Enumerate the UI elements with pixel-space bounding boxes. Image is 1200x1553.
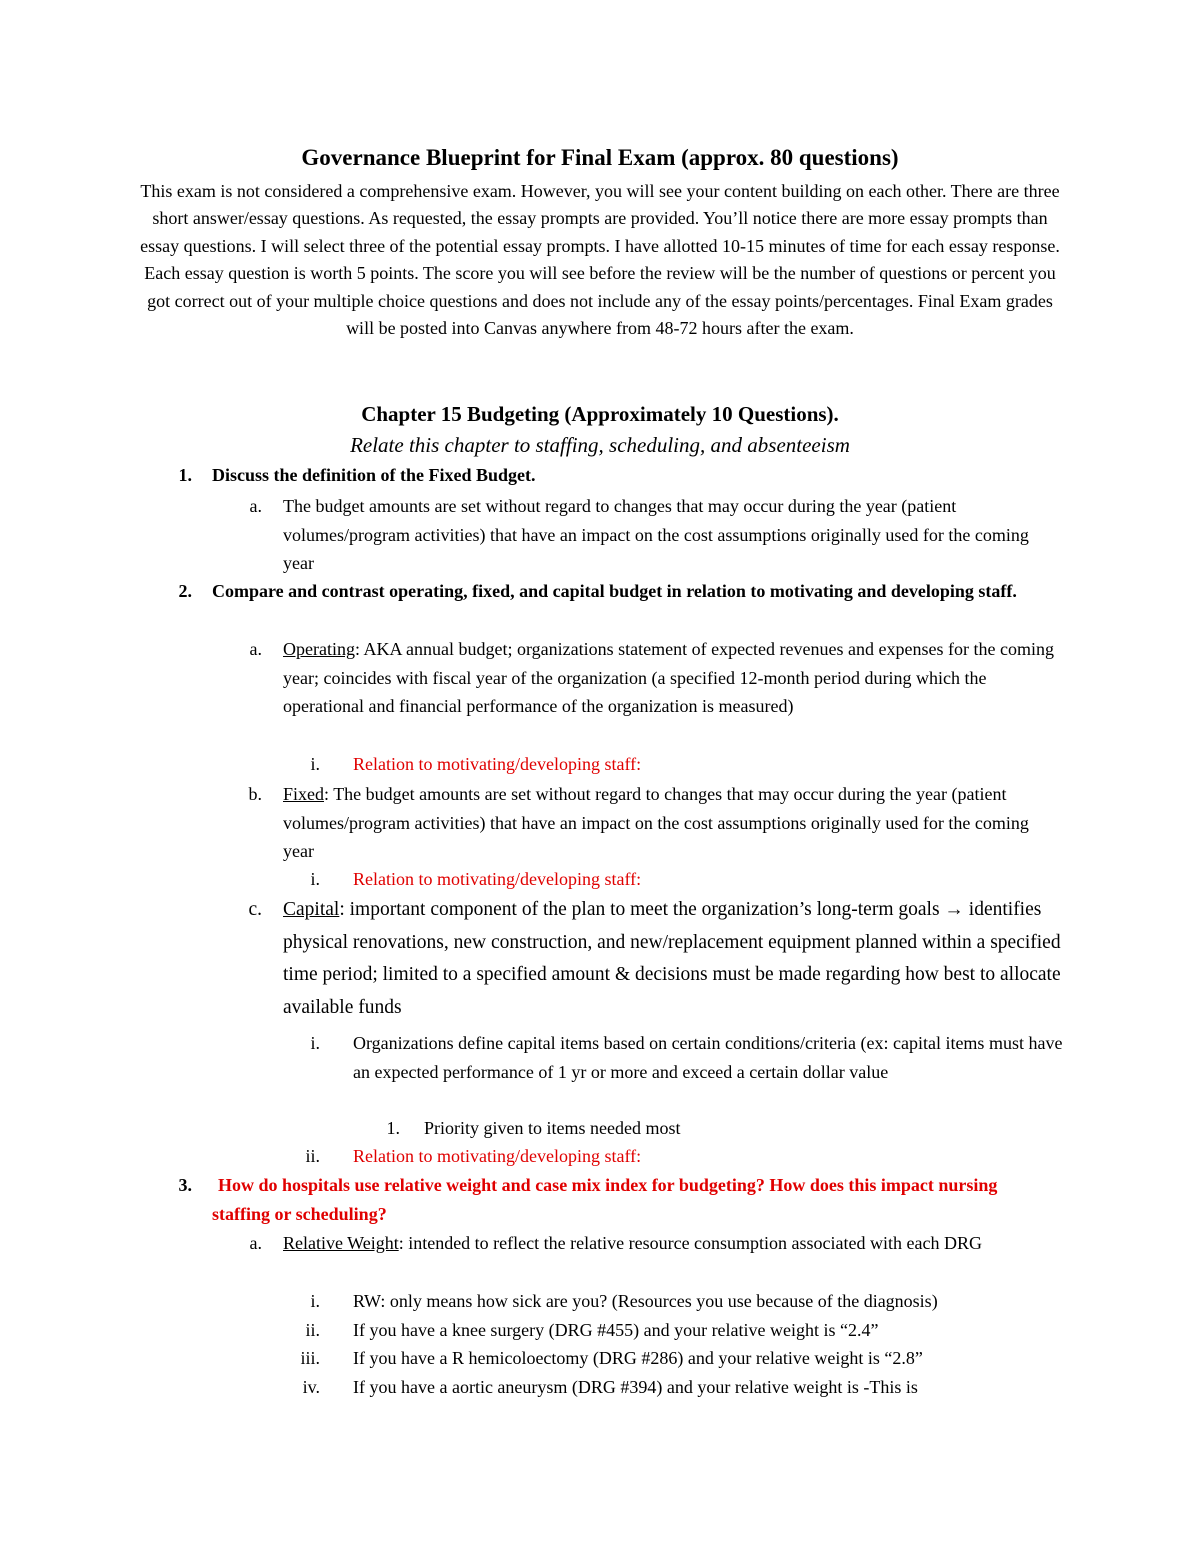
fixed-term: Fixed [283, 784, 325, 804]
q3-i-text: RW: only means how sick are you? (Resources you use because of the diagnosis) [353, 1291, 938, 1311]
q2-c-i-1-marker: 1. [386, 1118, 400, 1138]
fixed-text: : The budget amounts are set without regard to changes that may occur during the year (patient volumes/program activities) that have an impact on the cost assumptions originally used for the coming year [283, 784, 1029, 862]
q1-number: 1. [178, 465, 192, 485]
q1-a-text: The budget amounts are set without regard to changes that may occur during the year (patient volumes/program activities) that have an impact on the cost assumptions originally used for the coming year [283, 496, 1029, 574]
document-title: Governance Blueprint for Final Exam (approx. 80 questions) [301, 145, 899, 170]
q2-c-i-1-text: Priority given to items needed most [424, 1118, 681, 1138]
q2-c-item [283, 894, 1073, 1024]
q2-text: Compare and contrast operating, fixed, and capital budget in relation to motivating and developing staff. [212, 581, 1017, 601]
q2-c-marker: c. [248, 899, 262, 920]
q3-a-marker: a. [249, 1233, 262, 1253]
q2-a-i-marker: i. [310, 754, 320, 774]
q3-ii-text: If you have a knee surgery (DRG #455) and your relative weight is “2.4” [353, 1320, 879, 1340]
q3-number: 3. [178, 1175, 192, 1195]
q2-b-item [283, 780, 1063, 866]
relative-weight-term: Relative Weight [283, 1233, 399, 1253]
q3-ii-marker: ii. [305, 1320, 320, 1340]
q2-c-i-marker: i. [310, 1033, 320, 1053]
relative-weight-text: : intended to reflect the relative resource consumption associated with each DRG [398, 1233, 982, 1253]
operating-term: Operating [283, 639, 355, 659]
q3-iv-marker: iv. [302, 1377, 320, 1397]
q3-iii-marker: iii. [300, 1348, 320, 1368]
q3-a-item [283, 1229, 1063, 1258]
q2-a-marker: a. [249, 639, 262, 659]
q3-i-marker: i. [310, 1291, 320, 1311]
q3-text: How do hospitals use relative weight and case mix index for budgeting? How does this impact nursing staffing or scheduling? [212, 1175, 998, 1224]
q1-text: Discuss the definition of the Fixed Budget. [212, 465, 536, 485]
chapter-title: Chapter 15 Budgeting (Approximately 10 Questions). [361, 402, 839, 426]
q2-c-i-text: Organizations define capital items based on certain conditions/criteria (ex: capital items must have an expected performance of 1 yr or more and exceed a certain dollar value [353, 1033, 1063, 1082]
q2-c-ii-marker: ii. [305, 1146, 320, 1166]
capital-text: : important component of the plan to meet the organization’s long-term goals → identifies physical renovations, new construction, and new/replacement equipment planned within a specified time period; limited to a specified amount & decisions must be made regarding how best to allocate available funds [283, 899, 1061, 1018]
q2-b-i-text: Relation to motivating/developing staff: [353, 869, 642, 889]
q2-a-item [283, 635, 1063, 721]
chapter-subtitle: Relate this chapter to staffing, scheduling, and absenteeism [350, 433, 850, 457]
operating-text: : AKA annual budget; organizations statement of expected revenues and expenses for the coming year; coincides with fiscal year of the organization (a specified 12-month period during which the operational and financial performance of the organization is measured) [283, 639, 1054, 717]
q2-c-ii-text: Relation to motivating/developing staff: [353, 1146, 642, 1166]
q2-number: 2. [178, 581, 192, 601]
capital-term: Capital [283, 899, 340, 920]
q2-a-i-text: Relation to motivating/developing staff: [353, 754, 642, 774]
q2-b-marker: b. [248, 784, 262, 804]
q1-a-marker: a. [249, 496, 262, 516]
q2-b-i-marker: i. [310, 869, 320, 889]
intro-paragraph: This exam is not considered a comprehensive exam. However, you will see your content building on each other. There are three short answer/essay questions. As requested, the essay prompts are provided. You’ll notice there are more essay prompts than essay questions. I will select three of the potential essay prompts. I have allotted 10-15 minutes of time for each essay response. Each essay question is worth 5 points. The score you will see before the review will be the number of questions or percent you got correct out of your multiple choice questions and does not include any of the essay points/percentages. Final Exam grades will be posted into Canvas anywhere from 48-72 hours after the exam. [140, 181, 1060, 339]
q3-iii-text: If you have a R hemicoloectomy (DRG #286) and your relative weight is “2.8” [353, 1348, 923, 1368]
q3-iv-text: If you have a aortic aneurysm (DRG #394) and your relative weight is -This is [353, 1377, 918, 1397]
